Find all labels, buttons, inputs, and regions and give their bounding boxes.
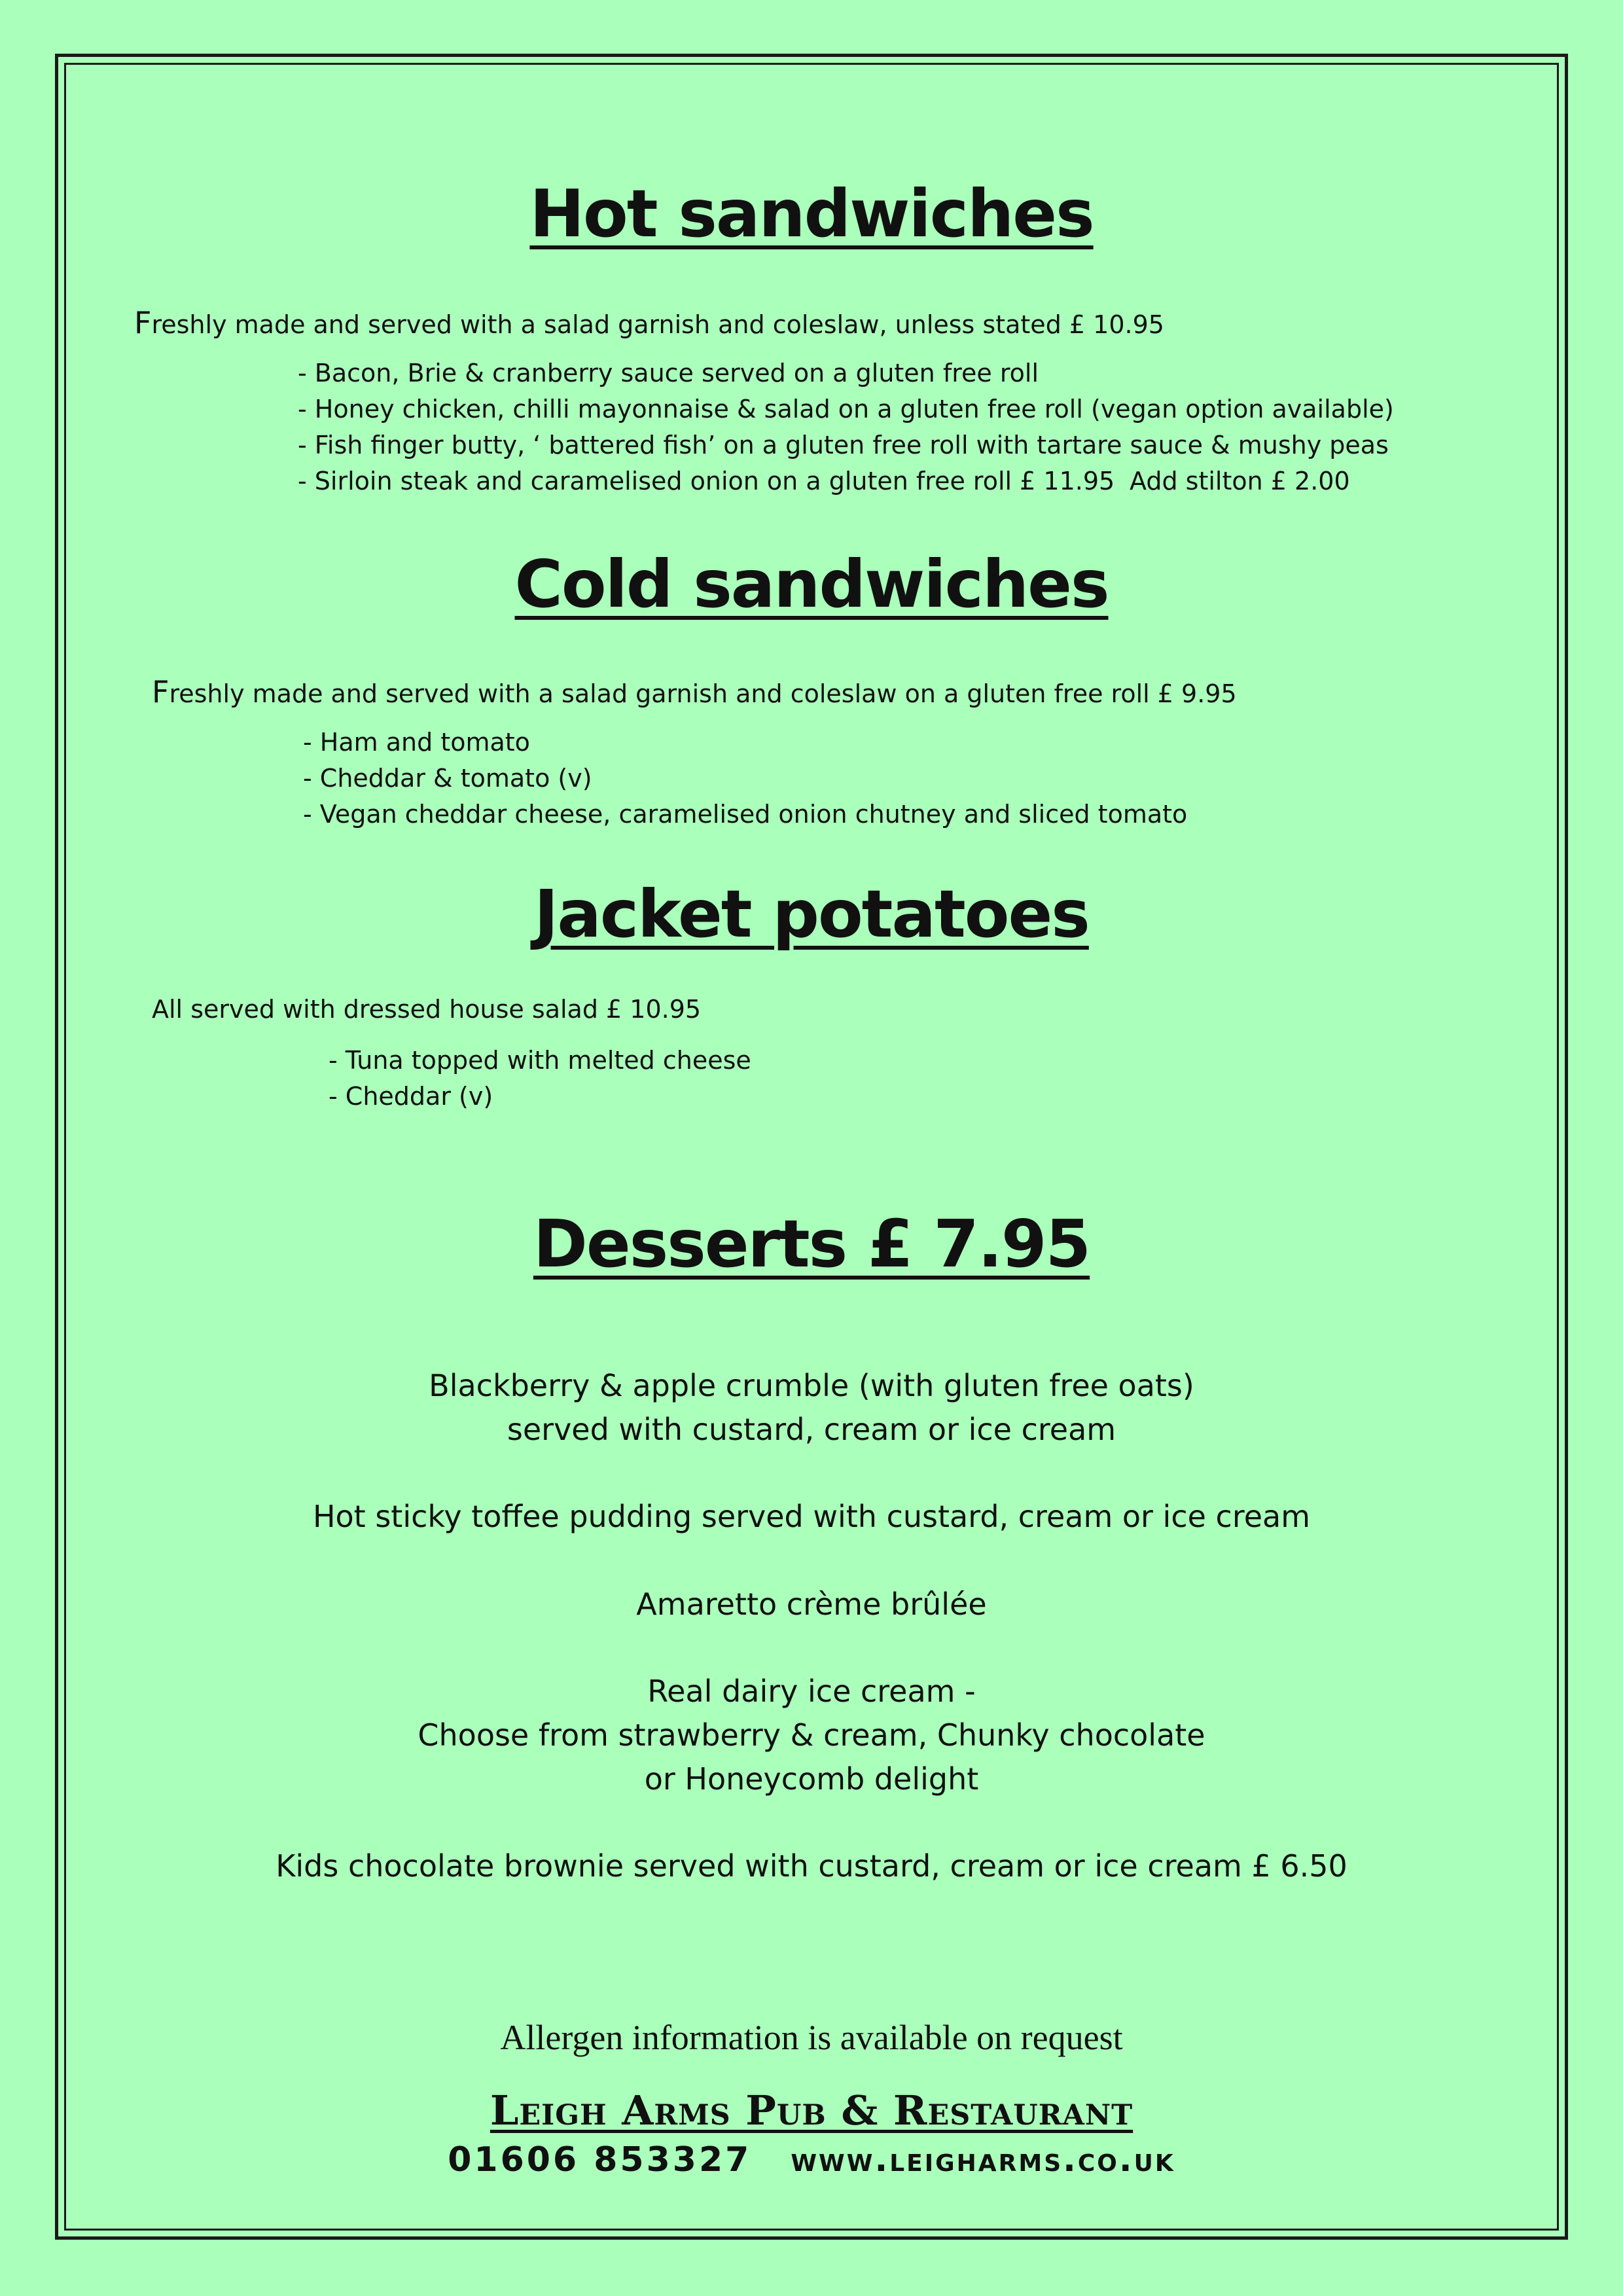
hot-sandwiches-heading: Hot sandwiches <box>529 175 1094 252</box>
cold-item-2: - Cheddar & tomato (v) <box>303 764 592 793</box>
jacket-potatoes-heading: Jacket potatoes <box>534 876 1089 952</box>
website: www.leigharms.co.uk <box>791 2140 1175 2179</box>
cold-intro-initial: F <box>152 674 169 709</box>
dessert-ice-cream-line-2: Choose from strawberry & cream, Chunky chocolate <box>418 1717 1205 1753</box>
cold-intro-text: reshly made and served with a salad garnish and coleslaw on a gluten free roll £ 9.95 <box>169 679 1237 708</box>
contact-line <box>0 2140 1623 2179</box>
dessert-kids-brownie: Kids chocolate brownie served with custard, cream or ice cream £ 6.50 <box>276 1848 1347 1884</box>
dessert-crumble-line-2: served with custard, cream or ice cream <box>507 1412 1116 1447</box>
desserts-heading: Desserts £ 7.95 <box>533 1206 1090 1282</box>
hot-sandwiches-intro <box>134 305 1164 340</box>
dessert-creme-brulee: Amaretto crème brûlée <box>636 1587 987 1622</box>
restaurant-name: Leigh Arms Pub & Restaurant <box>490 2087 1133 2134</box>
hot-item-3: - Fish finger butty, ‘ battered fish’ on a gluten free roll with tartare sauce & mushy peas <box>298 431 1389 459</box>
cold-item-3: - Vegan cheddar cheese, caramelised onion chutney and sliced tomato <box>303 800 1188 829</box>
dessert-ice-cream-line-3: or Honeycomb delight <box>644 1761 979 1797</box>
phone-number: 01606 853327 <box>448 2140 752 2179</box>
hot-item-2: - Honey chicken, chilli mayonnaise & salad on a gluten free roll (vegan option available) <box>298 395 1394 423</box>
dessert-crumble-line-1: Blackberry & apple crumble (with gluten free oats) <box>429 1368 1194 1403</box>
allergen-notice: Allergen information is available on request <box>500 2018 1123 2057</box>
hot-item-addon: Add stilton £ 2.00 <box>1130 467 1350 495</box>
cold-sandwiches-intro <box>152 674 1237 709</box>
jacket-potatoes-intro: All served with dressed house salad £ 10.95 <box>152 995 702 1024</box>
dessert-ice-cream-line-1: Real dairy ice cream - <box>647 1674 976 1709</box>
jacket-item-1: - Tuna topped with melted cheese <box>329 1046 751 1075</box>
hot-item-4: - Sirloin steak and caramelised onion on a gluten free roll £ 11.95 <box>298 467 1115 495</box>
hot-intro-initial: F <box>134 305 152 340</box>
cold-item-1: - Ham and tomato <box>303 728 530 757</box>
hot-item-1: - Bacon, Brie & cranberry sauce served on a gluten free roll <box>298 359 1039 387</box>
page-border-inner <box>64 63 1559 2231</box>
cold-sandwiches-heading: Cold sandwiches <box>514 546 1109 622</box>
dessert-toffee-pudding: Hot sticky toffee pudding served with custard, cream or ice cream <box>312 1499 1311 1534</box>
jacket-item-2: - Cheddar (v) <box>329 1082 493 1111</box>
hot-intro-text: reshly made and served with a salad garnish and coleslaw, unless stated £ 10.95 <box>151 310 1164 339</box>
